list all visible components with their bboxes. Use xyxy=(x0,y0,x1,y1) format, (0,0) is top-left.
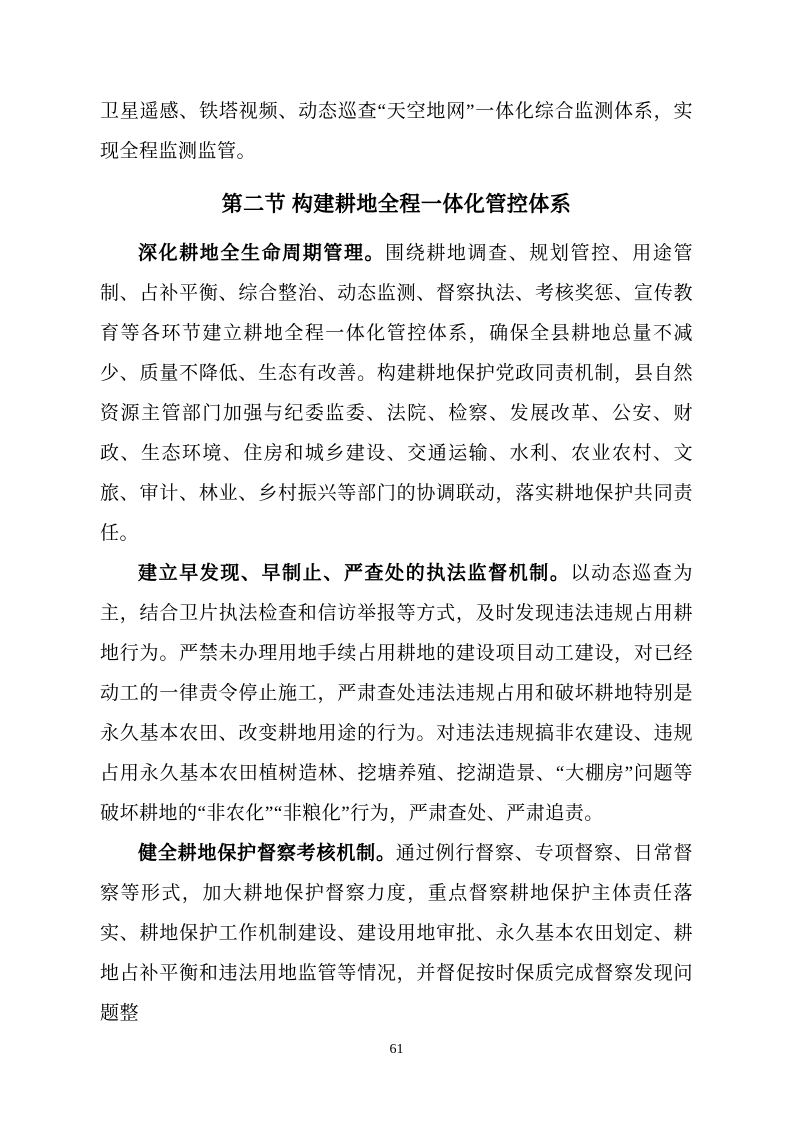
paragraph-3-body: 通过例行督察、专项督察、日常督察等形式，加大耕地保护督察力度，重点督察耕地保护主体责任落实、耕地保护工作机制建设、建设用地审批、永久基本农田划定、耕地占补平衡和违法用地监管等情况，并督促按时保质完成督察发现问题整 xyxy=(100,843,693,1024)
paragraph-1-lead: 深化耕地全生命周期管理。 xyxy=(138,243,386,264)
page-number: 61 xyxy=(389,1042,404,1057)
paragraph-2 xyxy=(100,554,693,834)
paragraph-2-lead: 建立早发现、早制止、严查处的执法监督机制。 xyxy=(138,563,571,584)
paragraph-3 xyxy=(100,834,693,1034)
paragraph-1-body: 围绕耕地调查、规划管控、用途管制、占补平衡、综合整治、动态监测、督察执法、考核奖惩、宣传教育等各环节建立耕地全程一体化管控体系，确保全县耕地总量不减少、质量不降低、生态有改善。构建耕地保护党政同责机制，县自然资源主管部门加强与纪委监委、法院、检察、发展改革、公安、财政、生态环境、住房和城乡建设、交通运输、水利、农业农村、文旅、审计、林业、乡村振兴等部门的协调联动，落实耕地保护共同责任。 xyxy=(100,243,693,544)
paragraph-continuation: 卫星遥感、铁塔视频、动态巡查“天空地网”一体化综合监测体系，实现全程监测监管。 xyxy=(100,101,693,162)
section-heading: 第二节 构建耕地全程一体化管控体系 xyxy=(221,192,572,216)
paragraph-3-lead: 健全耕地保护督察考核机制。 xyxy=(138,843,396,864)
paragraph-2-body: 以动态巡查为主，结合卫片执法检查和信访举报等方式，及时发现违法违规占用耕地行为。严禁未办理用地手续占用耕地的建设项目动工建设，对已经动工的一律责令停止施工，严肃查处违法违规占用和破坏耕地特别是永久基本农田、改变耕地用途的行为。对违法违规搞非农建设、违规占用永久基本农田植树造林、挖塘养殖、挖湖造景、“大棚房”问题等破坏耕地的“非农化”“非粮化”行为，严肃查处、严肃追责。 xyxy=(100,563,693,824)
paragraph-1 xyxy=(100,234,693,554)
